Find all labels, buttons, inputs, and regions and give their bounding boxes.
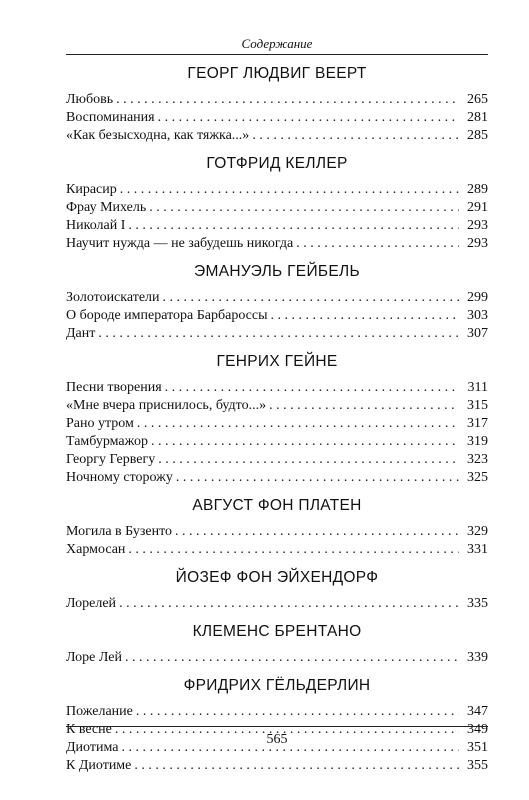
toc-entry xyxy=(66,127,488,145)
entry-page-number: 289 xyxy=(467,182,488,197)
toc-entry xyxy=(66,307,488,325)
toc-entry xyxy=(66,469,488,487)
toc-section xyxy=(66,619,488,667)
toc-entry xyxy=(66,433,488,451)
entry-title: К весне xyxy=(66,722,112,737)
entry-title: «Мне вчера приснилось, будто...» xyxy=(66,398,267,413)
entry-page-number: 339 xyxy=(467,650,488,665)
entry-title: Любовь xyxy=(66,92,114,107)
entry-title: К Диотиме xyxy=(66,758,132,773)
author-heading: ЙОЗЕФ ФОН ЭЙХЕНДОРФ xyxy=(175,569,379,586)
dot-leader xyxy=(151,433,459,451)
toc-entry xyxy=(66,109,488,127)
toc-entry xyxy=(66,217,488,235)
dot-leader xyxy=(271,307,460,325)
dot-leader xyxy=(165,379,459,397)
toc-entry xyxy=(66,451,488,469)
toc-section xyxy=(66,259,488,343)
entry-title: Могила в Бузенто xyxy=(66,524,173,539)
running-head: Содержание xyxy=(241,36,313,51)
entry-title: Лоре Лей xyxy=(66,650,122,665)
entry-title: Золотоискатели xyxy=(66,290,160,305)
entry-page-number: 317 xyxy=(467,416,488,431)
dot-leader xyxy=(296,235,459,253)
entry-page-number: 325 xyxy=(467,470,488,485)
entry-title: Лорелей xyxy=(66,596,117,611)
entry-page-number: 281 xyxy=(467,110,488,125)
entry-title: О бороде императора Барбароссы xyxy=(66,308,268,323)
entry-title: Ночному сторожу xyxy=(66,470,173,485)
entry-title: Георгу Гервегу xyxy=(66,452,156,467)
dot-leader xyxy=(136,703,459,721)
entry-page-number: 307 xyxy=(467,326,488,341)
footer-rule xyxy=(66,726,488,727)
entry-page-number: 311 xyxy=(467,380,488,395)
dot-leader xyxy=(128,541,459,559)
toc-section xyxy=(66,565,488,613)
dot-leader xyxy=(137,415,459,433)
toc-entry xyxy=(66,181,488,199)
dot-leader xyxy=(128,217,459,235)
entry-page-number: 335 xyxy=(467,596,488,611)
toc-section xyxy=(66,151,488,253)
entry-page-number: 349 xyxy=(467,722,488,737)
entry-title: Песни творения xyxy=(66,380,162,395)
entry-page-number: 299 xyxy=(467,290,488,305)
toc-entry xyxy=(66,523,488,541)
entry-title: Диотима xyxy=(66,740,119,755)
toc-section xyxy=(66,349,488,487)
entry-title: «Как безысходна, как тяжка...» xyxy=(66,128,250,143)
header-rule xyxy=(66,54,488,55)
dot-leader xyxy=(149,199,459,217)
table-of-contents xyxy=(66,61,488,775)
entry-page-number: 323 xyxy=(467,452,488,467)
author-heading: АВГУСТ ФОН ПЛАТЕН xyxy=(192,497,362,514)
entry-page-number: 331 xyxy=(467,542,488,557)
toc-entry xyxy=(66,703,488,721)
entry-page-number: 351 xyxy=(467,740,488,755)
toc-section xyxy=(66,493,488,559)
toc-entry xyxy=(66,325,488,343)
toc-entry xyxy=(66,199,488,217)
entry-page-number: 285 xyxy=(467,128,488,143)
author-heading: ФРИДРИХ ГЁЛЬДЕРЛИН xyxy=(183,677,371,694)
entry-title: Хармосан xyxy=(66,542,126,557)
author-heading: ГОТФРИД КЕЛЛЕР xyxy=(206,155,348,172)
entry-title: Научит нужда — не забудешь никогда xyxy=(66,236,294,251)
dot-leader xyxy=(116,91,459,109)
toc-section xyxy=(66,61,488,145)
entry-page-number: 329 xyxy=(467,524,488,539)
entry-page-number: 291 xyxy=(467,200,488,215)
entry-title: Тамбурмажор xyxy=(66,434,148,449)
entry-title: Николай I xyxy=(66,218,126,233)
toc-entry xyxy=(66,649,488,667)
toc-entry xyxy=(66,379,488,397)
author-heading: ГЕНРИХ ГЕЙНЕ xyxy=(216,353,338,370)
dot-leader xyxy=(134,757,459,775)
entry-page-number: 319 xyxy=(467,434,488,449)
entry-title: Фрау Михель xyxy=(66,200,147,215)
entry-page-number: 265 xyxy=(467,92,488,107)
toc-entry xyxy=(66,541,488,559)
toc-entry xyxy=(66,91,488,109)
entry-page-number: 355 xyxy=(467,758,488,773)
toc-entry xyxy=(66,397,488,415)
dot-leader xyxy=(158,451,459,469)
entry-page-number: 303 xyxy=(467,308,488,323)
entry-title: Дант xyxy=(66,326,96,341)
dot-leader xyxy=(163,289,459,307)
dot-leader xyxy=(158,109,459,127)
dot-leader xyxy=(252,127,459,145)
toc-entry xyxy=(66,235,488,253)
toc-entry xyxy=(66,289,488,307)
author-heading: ЭМАНУЭЛЬ ГЕЙБЕЛЬ xyxy=(194,263,360,280)
dot-leader xyxy=(120,181,459,199)
entry-page-number: 293 xyxy=(467,218,488,233)
dot-leader xyxy=(125,649,459,667)
entry-title: Пожелание xyxy=(66,704,133,719)
author-heading: КЛЕМЕНС БРЕНТАНО xyxy=(192,623,362,640)
dot-leader xyxy=(98,325,459,343)
book-page xyxy=(66,30,488,774)
dot-leader xyxy=(119,595,459,613)
entry-title: Воспоминания xyxy=(66,110,155,125)
toc-entry xyxy=(66,757,488,775)
dot-leader xyxy=(175,523,459,541)
dot-leader xyxy=(176,469,459,487)
entry-page-number: 293 xyxy=(467,236,488,251)
toc-entry xyxy=(66,415,488,433)
toc-section xyxy=(66,673,488,775)
page-number: 565 xyxy=(266,732,288,747)
author-heading: ГЕОРГ ЛЮДВИГ ВЕЕРТ xyxy=(187,65,367,82)
entry-page-number: 347 xyxy=(467,704,488,719)
dot-leader xyxy=(269,397,459,415)
entry-title: Рано утром xyxy=(66,416,134,431)
toc-entry xyxy=(66,595,488,613)
entry-page-number: 315 xyxy=(467,398,488,413)
entry-title: Кирасир xyxy=(66,182,117,197)
